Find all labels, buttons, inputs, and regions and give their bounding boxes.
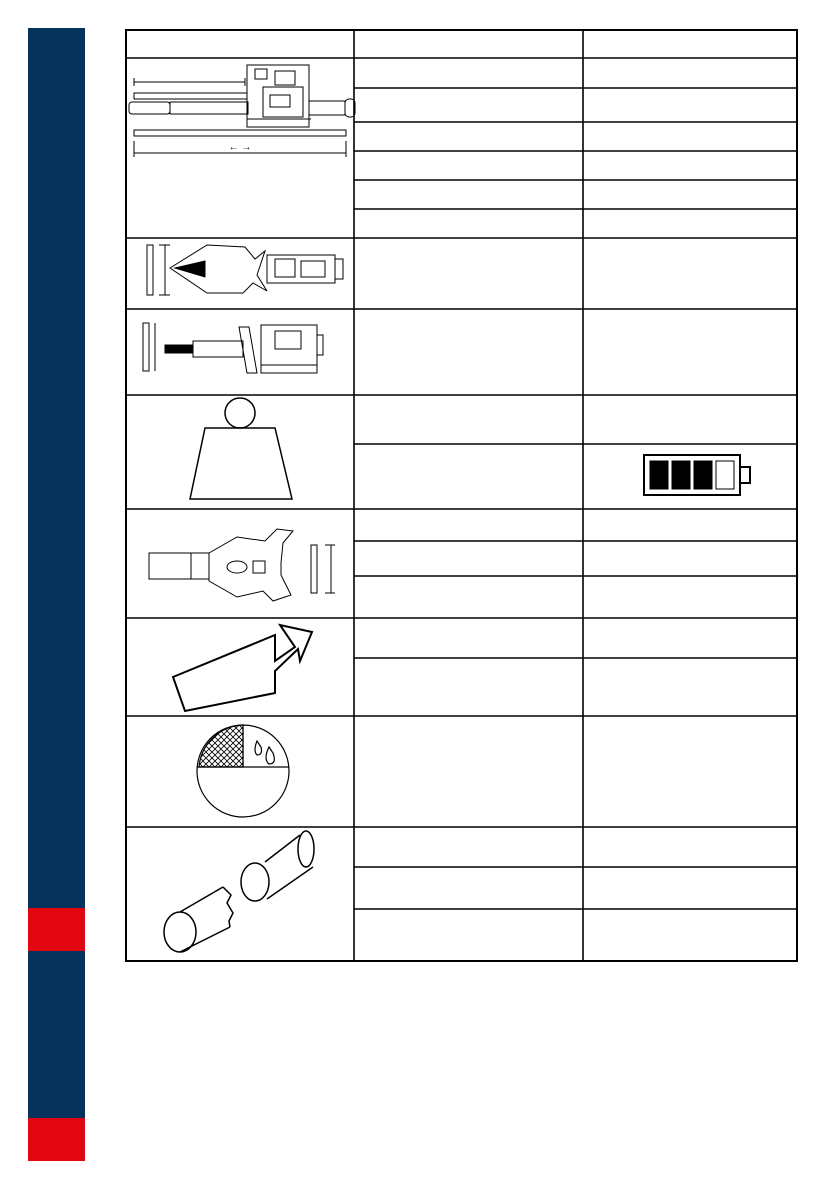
spec-table [125,29,798,962]
side-bar [28,28,85,1161]
side-bar-red-marker [28,908,85,951]
side-bar-red-bottom [28,1118,85,1161]
battery-icon [644,455,750,495]
telescopic-ram-icon [129,65,355,157]
side-bar-blue-upper [28,28,85,908]
force-arrow-icon [173,625,312,711]
ram-arrows-label: ← → [228,142,252,153]
spreader-tips-opening-icon [147,245,343,295]
cutter-opening-icon [149,529,335,601]
side-bar-blue-lower [28,951,85,1118]
spreader-side-length-icon [143,323,323,373]
ingress-protection-icon [197,725,289,817]
broken-round-bar-icon [164,831,314,952]
weight-icon [190,398,292,499]
